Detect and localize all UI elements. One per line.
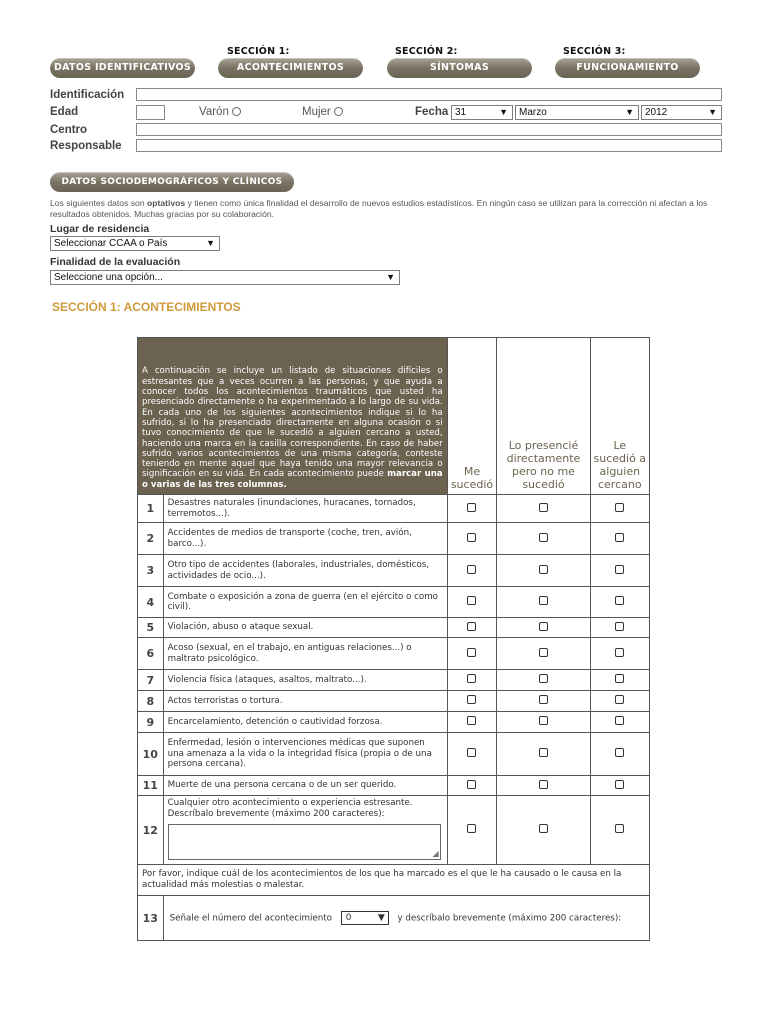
checkbox-cell <box>497 638 590 670</box>
event-me-sucedio-checkbox[interactable] <box>467 622 476 631</box>
event13-cell <box>163 896 649 941</box>
checkbox-cell <box>590 691 649 712</box>
event12-cercano-checkbox[interactable] <box>615 824 624 833</box>
fecha-year-select[interactable] <box>641 105 722 120</box>
row-edad-fecha <box>50 105 722 121</box>
event-cercano-checkbox[interactable] <box>615 748 624 757</box>
tab-section-label: SECCIÓN 1: <box>227 46 290 57</box>
table-row <box>138 555 650 587</box>
event-description: Acoso (sexual, en el trabajo, en antiguas relaciones...) o maltrato psicológico. <box>163 638 447 670</box>
checkbox-cell <box>447 495 497 523</box>
table-row <box>138 638 650 670</box>
finalidad-value: Seleccione una opción... <box>54 272 163 283</box>
residencia-select[interactable] <box>50 236 220 251</box>
tab-acontecimientos[interactable]: ACONTECIMIENTOS <box>218 58 363 78</box>
table-row <box>138 896 650 941</box>
event-number: 2 <box>138 523 164 555</box>
event-cercano-checkbox[interactable] <box>615 695 624 704</box>
event-description: Violación, abuso o ataque sexual. <box>163 618 447 638</box>
event-presencie-checkbox[interactable] <box>539 674 548 683</box>
mujer-radio[interactable] <box>302 105 343 119</box>
varon-label: Varón <box>199 106 229 118</box>
event-presencie-checkbox[interactable] <box>539 716 548 725</box>
table-row <box>138 733 650 776</box>
event-rows <box>138 495 650 796</box>
optional-data-intro <box>50 198 726 220</box>
checkbox-cell <box>447 796 497 865</box>
checkbox-cell <box>447 776 497 796</box>
event-number: 5 <box>138 618 164 638</box>
fecha-month-value: Marzo <box>519 107 547 118</box>
event-me-sucedio-checkbox[interactable] <box>467 780 476 789</box>
event-description: Actos terroristas o tortura. <box>163 691 447 712</box>
event-description: Accidentes de medios de transporte (coche, tren, avión, barco...). <box>163 523 447 555</box>
event-cercano-checkbox[interactable] <box>615 503 624 512</box>
checkbox-cell <box>590 618 649 638</box>
table-row <box>138 712 650 733</box>
checkbox-cell <box>497 691 590 712</box>
table-row <box>138 587 650 618</box>
event-presencie-checkbox[interactable] <box>539 533 548 542</box>
checkbox-cell <box>590 587 649 618</box>
event-cercano-checkbox[interactable] <box>615 674 624 683</box>
event-number: 6 <box>138 638 164 670</box>
event-presencie-checkbox[interactable] <box>539 503 548 512</box>
note-text: Por favor, indique cuál de los acontecimientos de los que ha marcado es el que le ha causado o le causa en la actualidad más molestias o malestar. <box>138 865 650 896</box>
table-row <box>138 776 650 796</box>
event-description: Otro tipo de accidentes (laborales, industriales, domésticos, actividades de ocio...). <box>163 555 447 587</box>
event13-post-text: y descríbalo brevemente (máximo 200 caracteres): <box>397 913 622 924</box>
table-row <box>138 495 650 523</box>
fecha-day-value: 31 <box>455 107 467 118</box>
col-lo-presencie: Lo presencié directamente pero no me sucedió <box>497 338 590 495</box>
table-row <box>138 523 650 555</box>
checkbox-cell <box>497 712 590 733</box>
event-me-sucedio-checkbox[interactable] <box>467 674 476 683</box>
checkbox-cell <box>447 712 497 733</box>
event-number: 10 <box>138 733 164 776</box>
datos-sociodemograficos-button[interactable]: DATOS SOCIODEMOGRÁFICOS Y CLÍNICOS <box>50 172 294 192</box>
event-me-sucedio-checkbox[interactable] <box>467 695 476 704</box>
checkbox-cell <box>447 618 497 638</box>
instructions-cell <box>138 338 448 495</box>
event-presencie-checkbox[interactable] <box>539 622 548 631</box>
event-number: 1 <box>138 495 164 523</box>
event-number: 7 <box>138 670 164 691</box>
checkbox-cell <box>447 587 497 618</box>
events-table <box>137 337 650 941</box>
identificacion-label: Identificación <box>50 89 125 101</box>
table-header-row <box>138 338 650 495</box>
responsable-label: Responsable <box>50 140 122 152</box>
event-cercano-checkbox[interactable] <box>615 780 624 789</box>
event-description: Enfermedad, lesión o intervenciones médicas que suponen una amenaza a la vida o la integridad física (propia o de una persona cercana). <box>163 733 447 776</box>
event-cercano-checkbox[interactable] <box>615 648 624 657</box>
col-le-sucedio-cercano: Le sucedió a alguien cercano <box>590 338 649 495</box>
tab-section-label <box>50 46 195 58</box>
note-row <box>138 865 650 896</box>
row-identificacion <box>50 88 722 102</box>
event-presencie-checkbox[interactable] <box>539 596 548 605</box>
varon-radio-circle[interactable] <box>232 107 241 116</box>
instructions-text: A continuación se incluye un listado de situaciones difíciles o estresantes que a veces ocurren a las personas, y que ayuda a conocer todos los acontecimientos traumáticos que usted ha presenciado directamente o ha experimentado a lo largo de su vida. En cada uno de los siguientes acontecimientos indique si lo ha sufrido, si lo ha presenciado directamente en alguna ocasión o si tuvo conocimiento de que le sucedió a alguien cercano a usted, haciendo una marca en la casilla correspondiente. En caso de haber sufrido varios acontecimientos de una misma categoría, conteste teniendo en mente aquel que haya tenido una mayor relevancia o significación en su vida. En cada acontecimiento puede <box>142 366 443 480</box>
tab-acontecimientos-wrap <box>218 46 363 78</box>
row-responsable <box>50 139 722 153</box>
residencia-value: Seleccionar CCAA o País <box>54 238 168 249</box>
responsable-input[interactable] <box>136 139 722 152</box>
checkbox-cell <box>590 495 649 523</box>
event-number: 3 <box>138 555 164 587</box>
checkbox-cell <box>590 776 649 796</box>
intro-pre: Los siguientes datos son <box>50 198 147 208</box>
checkbox-cell <box>497 733 590 776</box>
checkbox-cell <box>497 523 590 555</box>
checkbox-cell <box>590 555 649 587</box>
tab-funcionamiento[interactable]: FUNCIONAMIENTO <box>555 58 700 78</box>
fecha-month-select[interactable] <box>515 105 639 120</box>
checkbox-cell <box>497 587 590 618</box>
table-row <box>138 691 650 712</box>
event-me-sucedio-checkbox[interactable] <box>467 565 476 574</box>
checkbox-cell <box>590 523 649 555</box>
event-number: 9 <box>138 712 164 733</box>
event-description: Combate o exposición a zona de guerra (en el ejército o como civil). <box>163 587 447 618</box>
checkbox-cell <box>590 712 649 733</box>
checkbox-cell <box>447 733 497 776</box>
event-me-sucedio-checkbox[interactable] <box>467 716 476 725</box>
event-presencie-checkbox[interactable] <box>539 565 548 574</box>
event-me-sucedio-checkbox[interactable] <box>467 596 476 605</box>
event-number: 13 <box>138 896 164 941</box>
checkbox-cell <box>590 638 649 670</box>
chevron-down-icon: ▼ <box>206 238 215 248</box>
finalidad-select[interactable] <box>50 270 400 285</box>
checkbox-cell <box>497 670 590 691</box>
mujer-radio-circle[interactable] <box>334 107 343 116</box>
table-row <box>138 796 650 865</box>
tab-sintomas-wrap <box>387 46 532 78</box>
mujer-label: Mujer <box>302 106 331 118</box>
checkbox-cell <box>447 555 497 587</box>
event-presencie-checkbox[interactable] <box>539 748 548 757</box>
checkbox-cell <box>447 691 497 712</box>
checkbox-cell <box>447 670 497 691</box>
checkbox-cell <box>497 495 590 523</box>
event-presencie-checkbox[interactable] <box>539 648 548 657</box>
intro-bold: optativos <box>146 198 186 208</box>
event-presencie-checkbox[interactable] <box>539 780 548 789</box>
event-description <box>163 796 447 865</box>
event12-textarea[interactable] <box>168 824 441 860</box>
checkbox-cell <box>590 796 649 865</box>
event-number: 11 <box>138 776 164 796</box>
event-description: Muerte de una persona cercana o de un ser querido. <box>163 776 447 796</box>
resize-grip-icon[interactable]: ◢ <box>432 848 439 858</box>
event-cercano-checkbox[interactable] <box>615 533 624 542</box>
chevron-down-icon: ▼ <box>708 107 717 117</box>
checkbox-cell <box>497 555 590 587</box>
fecha-label: Fecha <box>415 106 449 118</box>
edad-label: Edad <box>50 106 79 118</box>
checkbox-cell <box>497 796 590 865</box>
event12-text: Cualquier otro acontecimiento o experiencia estresante. Descríbalo brevemente (máximo 200 caracteres): <box>167 798 413 819</box>
tab-sintomas[interactable]: SÍNTOMAS <box>387 58 532 78</box>
centro-input[interactable] <box>136 123 722 136</box>
event-cercano-checkbox[interactable] <box>615 716 624 725</box>
event-cercano-checkbox[interactable] <box>615 622 624 631</box>
event13-select-value: 0 <box>345 913 352 923</box>
edad-input[interactable] <box>136 105 165 120</box>
event13-number-select[interactable] <box>341 911 389 925</box>
instructions-bold: marcar una o varias de las tres columnas. <box>142 469 443 490</box>
event12-me-sucedio-checkbox[interactable] <box>467 824 476 833</box>
event12-presencie-checkbox[interactable] <box>539 824 548 833</box>
event13-pre-text: Señale el número del acontecimiento <box>169 913 332 924</box>
tab-datos-identificativos-wrap <box>50 46 195 78</box>
centro-label: Centro <box>50 124 88 136</box>
table-row <box>138 618 650 638</box>
section1-title: SECCIÓN 1: ACONTECIMIENTOS <box>52 300 241 314</box>
chevron-down-icon: ▼ <box>499 107 508 117</box>
residencia-label: Lugar de residencia <box>50 223 150 235</box>
chevron-down-icon: ▼ <box>625 107 634 117</box>
checkbox-cell <box>447 638 497 670</box>
checkbox-cell <box>590 670 649 691</box>
event-number: 12 <box>138 796 164 865</box>
identificacion-input[interactable] <box>136 88 722 101</box>
varon-radio[interactable] <box>199 105 241 119</box>
event-number: 8 <box>138 691 164 712</box>
fecha-year-value: 2012 <box>645 107 668 118</box>
intro-post: y tienen como única finalidad el desarrollo de nuevos estudios estadísticos. En ningún caso se utilizan para la corrección ni afectan a los resultados obtenidos. Muchas gracias por su colaboración. <box>50 198 708 219</box>
checkbox-cell <box>447 523 497 555</box>
event-presencie-checkbox[interactable] <box>539 695 548 704</box>
checkbox-cell <box>497 776 590 796</box>
tab-datos-identificativos[interactable]: DATOS IDENTIFICATIVOS <box>50 58 195 78</box>
event-number: 4 <box>138 587 164 618</box>
event-cercano-checkbox[interactable] <box>615 565 624 574</box>
event-me-sucedio-checkbox[interactable] <box>467 648 476 657</box>
table-row <box>138 670 650 691</box>
event-cercano-checkbox[interactable] <box>615 596 624 605</box>
event-me-sucedio-checkbox[interactable] <box>467 533 476 542</box>
checkbox-cell <box>590 733 649 776</box>
tab-funcionamiento-wrap <box>555 46 700 78</box>
event-me-sucedio-checkbox[interactable] <box>467 748 476 757</box>
tab-section-label: SECCIÓN 2: <box>395 46 458 57</box>
finalidad-label: Finalidad de la evaluación <box>50 256 181 268</box>
tab-section-label: SECCIÓN 3: <box>563 46 626 57</box>
row-centro <box>50 123 722 137</box>
event-me-sucedio-checkbox[interactable] <box>467 503 476 512</box>
checkbox-cell <box>497 618 590 638</box>
fecha-day-select[interactable] <box>451 105 513 120</box>
chevron-down-icon: ▼ <box>377 913 385 923</box>
event-description: Violencia física (ataques, asaltos, maltrato...). <box>163 670 447 691</box>
col-me-sucedio: Me sucedió <box>447 338 497 495</box>
event-description: Desastres naturales (inundaciones, huracanes, tornados, terremotos...). <box>163 495 447 523</box>
event-description: Encarcelamiento, detención o cautividad forzosa. <box>163 712 447 733</box>
chevron-down-icon: ▼ <box>386 272 395 282</box>
section-tabs <box>50 46 700 82</box>
